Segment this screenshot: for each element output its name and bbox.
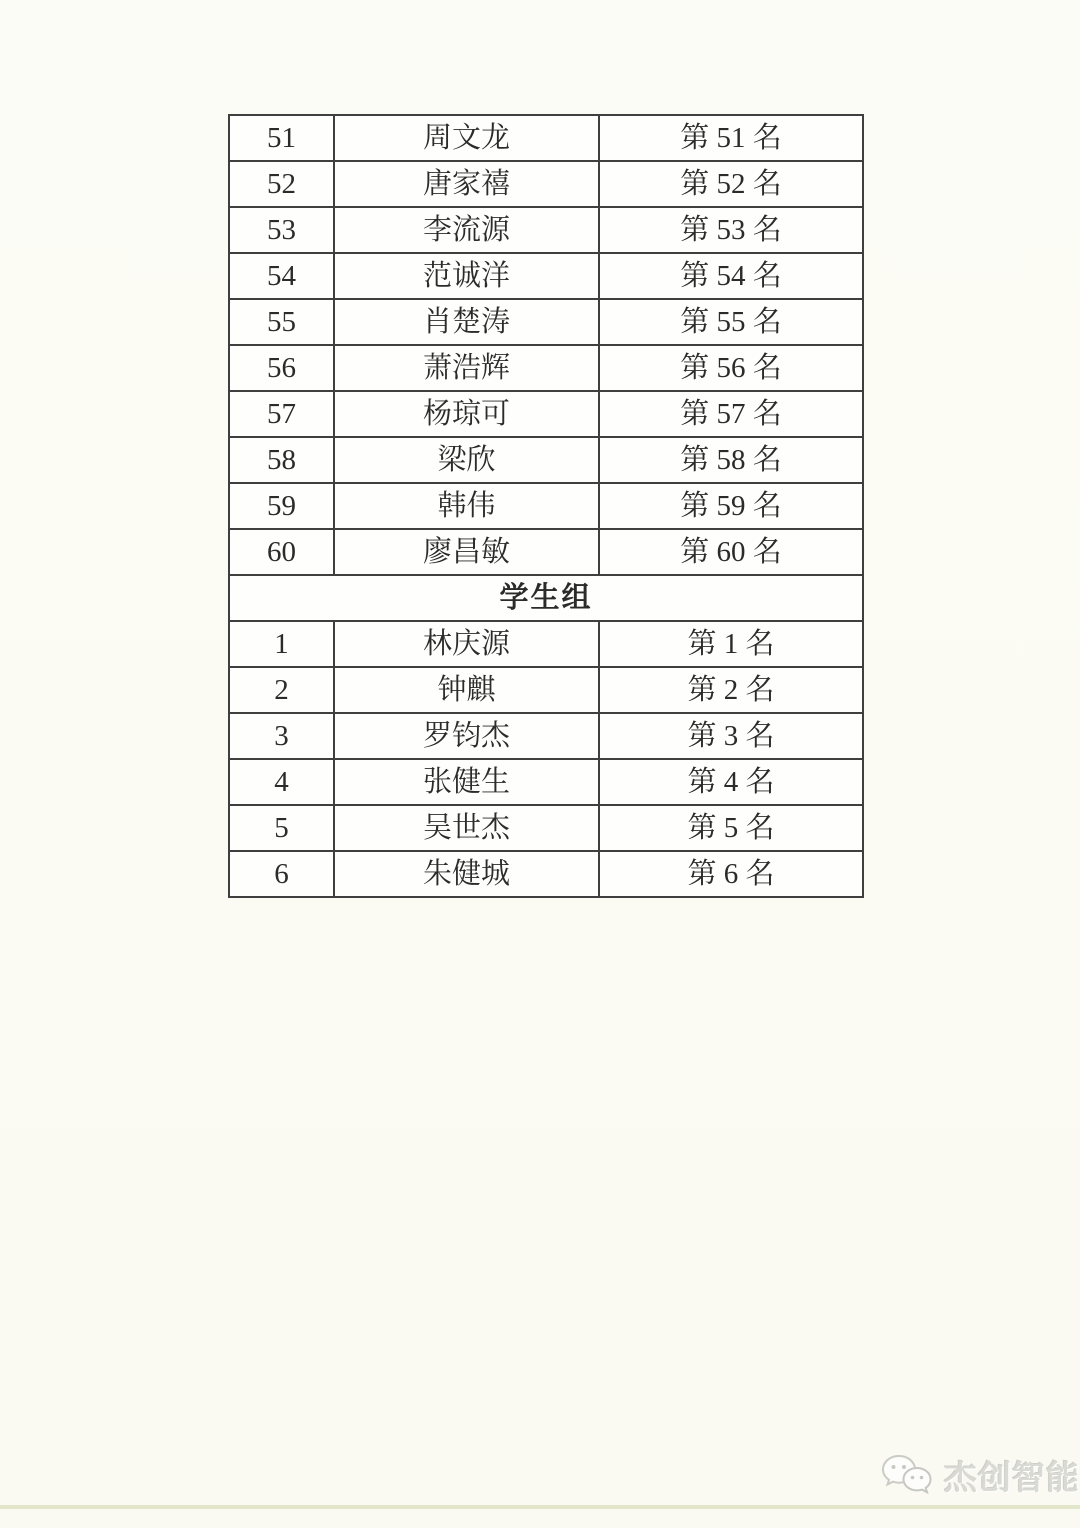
- table-row: [229, 115, 863, 161]
- table-row: [229, 161, 863, 207]
- rank-label-cell: 第 59 名: [599, 483, 863, 529]
- name-cell: 李流源: [334, 207, 599, 253]
- table-row: [229, 621, 863, 667]
- name-cell: 廖昌敏: [334, 529, 599, 575]
- name-cell: 罗钧杰: [334, 713, 599, 759]
- row-number-cell: 4: [229, 759, 334, 805]
- row-number-cell: 56: [229, 345, 334, 391]
- name-cell: 朱健城: [334, 851, 599, 897]
- rank-label-cell: 第 1 名: [599, 621, 863, 667]
- rank-label-cell: 第 52 名: [599, 161, 863, 207]
- table-row: [229, 667, 863, 713]
- section-header-student-group: 学生组: [229, 575, 863, 621]
- rank-label-cell: 第 56 名: [599, 345, 863, 391]
- row-number-cell: 53: [229, 207, 334, 253]
- row-number-cell: 60: [229, 529, 334, 575]
- table-row: [229, 713, 863, 759]
- rank-label-cell: 第 60 名: [599, 529, 863, 575]
- rank-label-cell: 第 58 名: [599, 437, 863, 483]
- row-number-cell: 55: [229, 299, 334, 345]
- results-table-body: [229, 115, 863, 897]
- name-cell: 肖楚涛: [334, 299, 599, 345]
- row-number-cell: 6: [229, 851, 334, 897]
- table-row: [229, 529, 863, 575]
- wechat-icon: [878, 1452, 936, 1502]
- name-cell: 张健生: [334, 759, 599, 805]
- rank-label-cell: 第 2 名: [599, 667, 863, 713]
- rank-label-cell: 第 57 名: [599, 391, 863, 437]
- rank-label-cell: 第 3 名: [599, 713, 863, 759]
- section-header-row: [229, 575, 863, 621]
- row-number-cell: 58: [229, 437, 334, 483]
- name-cell: 周文龙: [334, 115, 599, 161]
- row-number-cell: 1: [229, 621, 334, 667]
- name-cell: 梁欣: [334, 437, 599, 483]
- name-cell: 林庆源: [334, 621, 599, 667]
- row-number-cell: 2: [229, 667, 334, 713]
- row-number-cell: 51: [229, 115, 334, 161]
- page-bottom-edge: [0, 1505, 1080, 1528]
- rank-label-cell: 第 55 名: [599, 299, 863, 345]
- table-row: [229, 483, 863, 529]
- name-cell: 唐家禧: [334, 161, 599, 207]
- rank-label-cell: 第 51 名: [599, 115, 863, 161]
- rank-label-cell: 第 6 名: [599, 851, 863, 897]
- name-cell: 萧浩辉: [334, 345, 599, 391]
- page-edge-line: [0, 1505, 1080, 1509]
- table-row: [229, 253, 863, 299]
- table-row: [229, 345, 863, 391]
- row-number-cell: 52: [229, 161, 334, 207]
- rank-label-cell: 第 5 名: [599, 805, 863, 851]
- table-row: [229, 207, 863, 253]
- row-number-cell: 3: [229, 713, 334, 759]
- rank-label-cell: 第 53 名: [599, 207, 863, 253]
- table-row: [229, 299, 863, 345]
- name-cell: 韩伟: [334, 483, 599, 529]
- table-row: [229, 437, 863, 483]
- table-row: [229, 851, 863, 897]
- brand-watermark: [878, 1450, 1080, 1504]
- name-cell: 杨琼可: [334, 391, 599, 437]
- table-row: [229, 391, 863, 437]
- rank-label-cell: 第 4 名: [599, 759, 863, 805]
- results-table: [228, 114, 864, 898]
- table-row: [229, 805, 863, 851]
- brand-name: 杰创智能: [944, 1458, 1080, 1496]
- row-number-cell: 5: [229, 805, 334, 851]
- row-number-cell: 54: [229, 253, 334, 299]
- table-row: [229, 759, 863, 805]
- row-number-cell: 57: [229, 391, 334, 437]
- name-cell: 钟麒: [334, 667, 599, 713]
- name-cell: 吴世杰: [334, 805, 599, 851]
- rank-label-cell: 第 54 名: [599, 253, 863, 299]
- name-cell: 范诚洋: [334, 253, 599, 299]
- row-number-cell: 59: [229, 483, 334, 529]
